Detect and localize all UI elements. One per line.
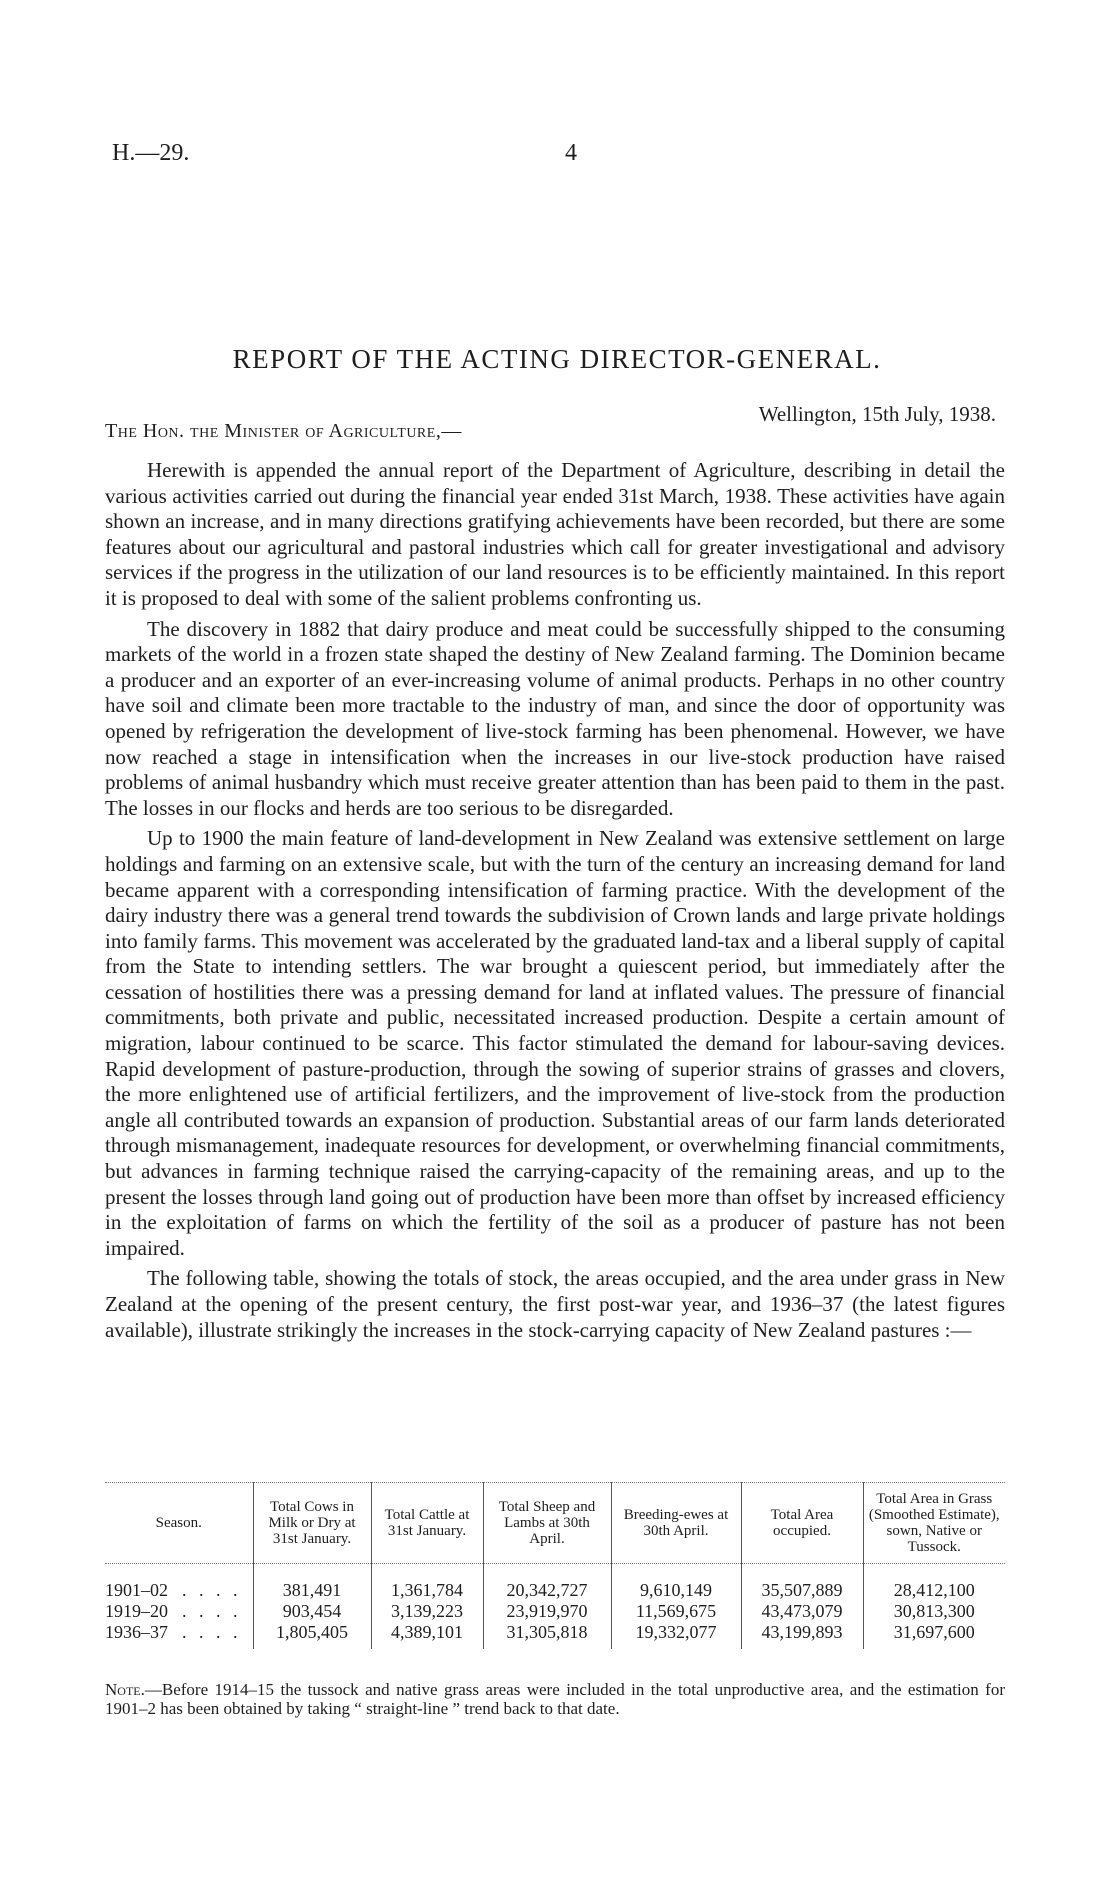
leader-dots: . . . . bbox=[182, 1580, 242, 1600]
season-cell bbox=[105, 1564, 253, 1602]
note-label: Note. bbox=[105, 1680, 145, 1699]
ewes-cell: 9,610,149 bbox=[611, 1564, 741, 1602]
salutation: The Hon. the Minister of Agriculture,— bbox=[105, 420, 462, 442]
dateline: Wellington, 15th July, 1938. bbox=[758, 402, 996, 426]
header-area-occupied: Total Area occupied. bbox=[741, 1483, 863, 1564]
grass-cell: 30,813,300 bbox=[863, 1601, 1005, 1622]
season-cell bbox=[105, 1601, 253, 1622]
header-cattle: Total Cattle at 31st January. bbox=[371, 1483, 483, 1564]
table-row bbox=[105, 1564, 1005, 1602]
page-number: 4 bbox=[565, 140, 577, 166]
season-value: 1936–37 bbox=[105, 1622, 168, 1642]
table-note bbox=[105, 1680, 1005, 1718]
sheep-cell: 31,305,818 bbox=[483, 1622, 611, 1649]
occupied-cell: 35,507,889 bbox=[741, 1564, 863, 1602]
leader-dots: . . . . bbox=[182, 1601, 242, 1621]
header-season: Season. bbox=[105, 1483, 253, 1564]
cattle-cell: 4,389,101 bbox=[371, 1622, 483, 1649]
cattle-cell: 3,139,223 bbox=[371, 1601, 483, 1622]
paragraph-2: The discovery in 1882 that dairy produce and meat could be successfully shipped to the consuming markets of the world in a frozen state shaped the destiny of New Zealand farming. The Dominion became a producer and an exporter of an ever-increasing volume of animal products. Perhaps in no other country have soil and climate been more tractable to the industry of man, and since the door of opportunity was opened by refrigeration the development of live-stock farming has been phenomenal. However, we have now reached a stage in intensification when the increases in our live-stock production have raised problems of animal husbandry which must receive greater attention than has been paid to them in the past. The losses in our flocks and herds are too serious to be disregarded. bbox=[105, 616, 1005, 820]
table-row bbox=[105, 1601, 1005, 1622]
table-row bbox=[105, 1622, 1005, 1649]
page-id: H.—29. bbox=[112, 140, 190, 166]
season-value: 1919–20 bbox=[105, 1601, 168, 1621]
stock-table bbox=[105, 1482, 1005, 1649]
grass-cell: 31,697,600 bbox=[863, 1622, 1005, 1649]
paragraph-1: Herewith is appended the annual report of the Department of Agriculture, describing in detail the various activities carried out during the financial year ended 31st March, 1938. These activities have again shown an increase, and in many directions gratifying achievements have been recorded, but there are some features about our agricultural and pastoral industries which call for greater investigational and advisory services if the progress in the utilization of our land resources is to be efficiently maintained. In this report it is proposed to deal with some of the salient problems confronting us. bbox=[105, 458, 1005, 610]
paragraph-3: Up to 1900 the main feature of land-development in New Zealand was extensive settlement on large holdings and farming on an extensive scale, but with the turn of the century an increasing demand for land became apparent with a corresponding intensification of farming practice. With the development of the dairy industry there was a general trend towards the subdivision of Crown lands and large private holdings into family farms. This movement was accelerated by the graduated land-tax and a liberal supply of capital from the State to intending settlers. The war brought a quiescent period, but immediately after the cessation of hostilities there was a pressing demand for land at inflated values. The pressure of financial commitments, both private and public, necessitated increased production. Despite a certain amount of migration, labour continued to be scarce. This factor stimulated the demand for labour-saving devices. Rapid development of pasture-production, through the sowing of superior strains of grasses and clovers, the more enlightened use of artificial fertilizers, and the improvement of live-stock from the production angle all contributed towards an expansion of production. Substantial areas of our farm lands deteriorated through mismanagement, inadequate resources for development, or overwhelming financial commitments, but advances in farming technique raised the carrying-capacity of the remaining areas, and up to the present the losses through land going out of production have been more than offset by increased efficiency in the exploitation of farms on which the fertility of the soil as a producer of pasture has not been impaired. bbox=[105, 826, 1005, 1260]
cows-cell: 1,805,405 bbox=[253, 1622, 371, 1649]
cows-cell: 903,454 bbox=[253, 1601, 371, 1622]
paragraph-4: The following table, showing the totals of stock, the areas occupied, and the area under grass in New Zealand at the opening of the present century, the first post-war year, and 1936–37 (the latest figures available), illustrate strikingly the increases in the stock-carrying capacity of New Zealand pastures :— bbox=[105, 1266, 1005, 1342]
report-body bbox=[105, 458, 1005, 1348]
header-cows: Total Cows in Milk or Dry at 31st January. bbox=[253, 1483, 371, 1564]
ewes-cell: 19,332,077 bbox=[611, 1622, 741, 1649]
cattle-cell: 1,361,784 bbox=[371, 1564, 483, 1602]
occupied-cell: 43,199,893 bbox=[741, 1622, 863, 1649]
leader-dots: . . . . bbox=[182, 1622, 242, 1642]
ewes-cell: 11,569,675 bbox=[611, 1601, 741, 1622]
occupied-cell: 43,473,079 bbox=[741, 1601, 863, 1622]
cows-cell: 381,491 bbox=[253, 1564, 371, 1602]
sheep-cell: 23,919,970 bbox=[483, 1601, 611, 1622]
season-cell bbox=[105, 1622, 253, 1649]
grass-cell: 28,412,100 bbox=[863, 1564, 1005, 1602]
table-header-row bbox=[105, 1483, 1005, 1564]
report-title: REPORT OF THE ACTING DIRECTOR-GENERAL. bbox=[232, 344, 882, 374]
note-text: —Before 1914–15 the tussock and native grass areas were included in the total unproductive area, and the estimation for 1901–2 has been obtained by taking “ straight-line ” trend back to that date. bbox=[105, 1680, 1005, 1718]
header-sheep: Total Sheep and Lambs at 30th April. bbox=[483, 1483, 611, 1564]
header-area-grass: Total Area in Grass (Smoothed Estimate), sown, Native or Tussock. bbox=[863, 1483, 1005, 1564]
sheep-cell: 20,342,727 bbox=[483, 1564, 611, 1602]
season-value: 1901–02 bbox=[105, 1580, 168, 1600]
header-ewes: Breeding-ewes at 30th April. bbox=[611, 1483, 741, 1564]
